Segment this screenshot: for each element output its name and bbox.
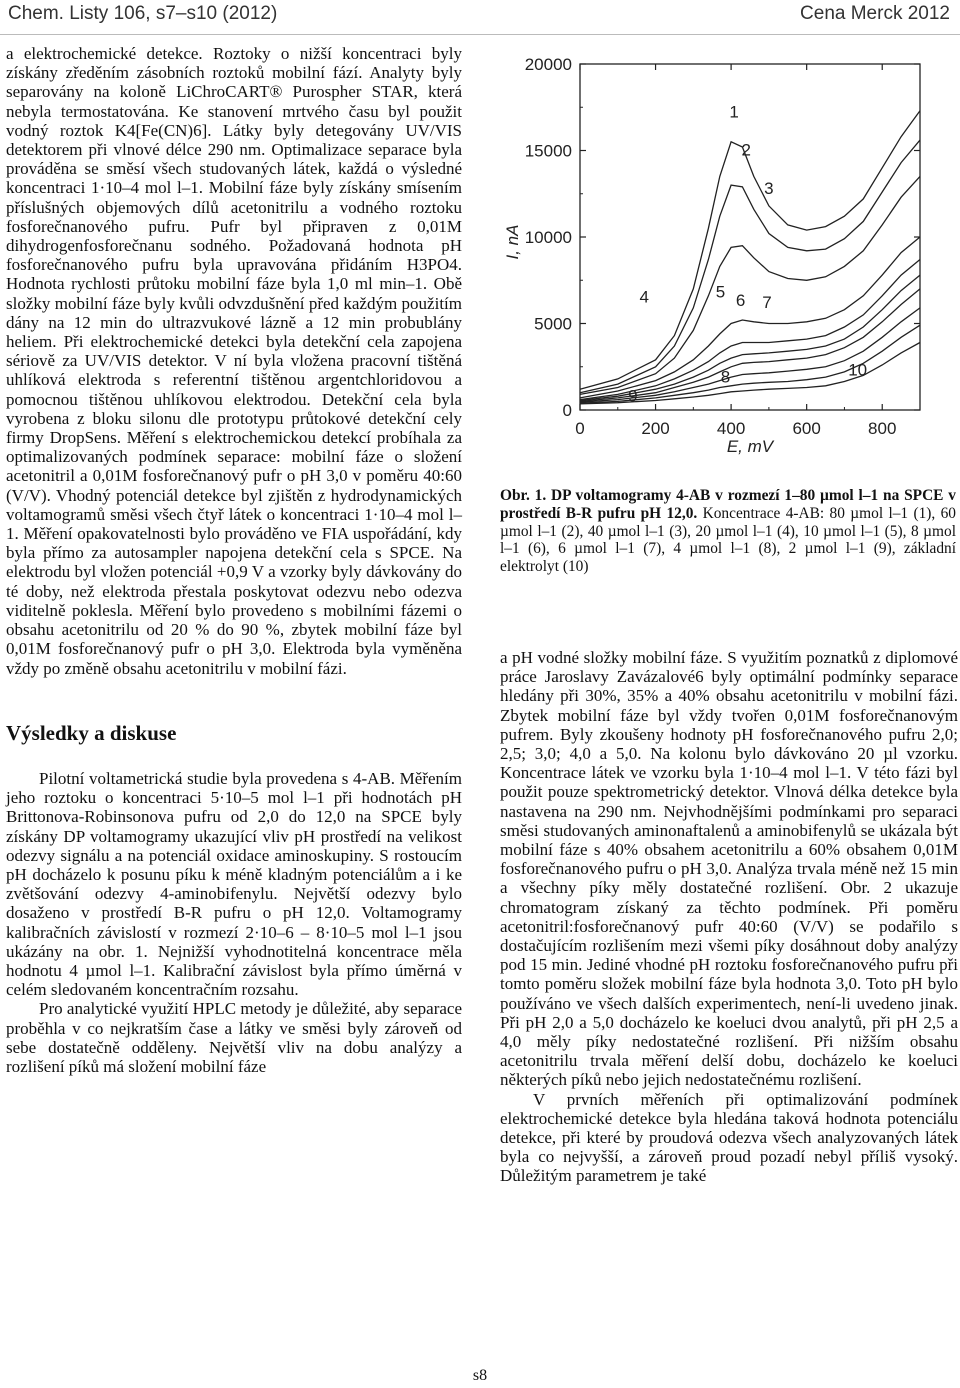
results-paragraph-1: Pilotní voltametrická studie byla provedena s 4-AB. Měřením jeho roztoku o koncentraci 5·10–5 mol l–1 při hodnotách pH Brittonova-Robinsonova pufru od 2,0 do 12,0 na SPCE byly získány DP voltamogramy ukazující vliv pH prostředí na velikost odezvy signálu a na potenciál oxidace aminoskupiny. S rostoucím pH docházelo k posunu píku k méně kladným potenciálům a i ke zvětšování odezvy 4-aminobifenylu. Největší odezvy bylo dosaženo v prostředí B-R pufru o pH 12,0. Voltamogramy kalibračních závislostí v rozmezí 2·10–6 – 8·10–5 mol l–1 jsou ukázány na obr. 1. Nejnižší vyhodnotitelná koncentrace měla hodnotu 4 µmol l–1. Kalibrační závislost byla přímo úměrná v celém sledovaném koncentračním rozsahu. bbox=[6, 768, 462, 1000]
section-heading: Výsledky a diskuse bbox=[6, 720, 177, 745]
x-axis-label: E, mV bbox=[726, 437, 774, 456]
curve-label: 10 bbox=[848, 360, 868, 380]
curve-label: 3 bbox=[764, 178, 774, 198]
curve-label: 5 bbox=[715, 282, 726, 302]
y-tick-label: 0 bbox=[562, 401, 572, 420]
x-tick-label: 600 bbox=[792, 419, 821, 438]
right-paragraph-2: V prvních měřeních při optimalizování podmínek elektrochemické detekce byla hledána taková hodnota potenciálu detekce, při které by proudová odezva všech analyzovaných látek byla co nejvyšší, a zároveň proud pozadí nebyl příliš vysoký. Důležitým parametrem je také bbox=[500, 1089, 958, 1186]
x-tick-label: 200 bbox=[641, 419, 670, 438]
y-tick-label: 5000 bbox=[534, 314, 572, 334]
voltammogram-curve-2 bbox=[580, 140, 920, 393]
left-column bbox=[6, 44, 462, 1076]
page-header bbox=[0, 0, 960, 35]
page-number: s8 bbox=[472, 1367, 488, 1384]
y-tick-label: 10000 bbox=[524, 228, 572, 247]
figure-caption bbox=[500, 487, 956, 576]
curve-label: 7 bbox=[762, 292, 772, 312]
voltammogram-chart bbox=[500, 52, 956, 472]
voltammogram-curve-6 bbox=[580, 275, 920, 400]
y-axis-label: I, nA bbox=[503, 224, 522, 260]
plot-frame bbox=[580, 64, 920, 410]
y-tick-label: 15000 bbox=[524, 141, 572, 161]
journal-citation: Chem. Listy 106, s7–s10 (2012) bbox=[8, 3, 278, 24]
results-paragraph-2: Pro analytické využití HPLC metody je důležité, aby separace proběhla v co nejkratším čase a látky ve směsi byly zároveň od sebe dostatečně odděleny. Největší vliv na dobu analýzy a rozlišení píků má složení mobilní fáze bbox=[6, 999, 462, 1076]
voltammogram-curve-7 bbox=[580, 289, 920, 402]
right-column bbox=[500, 648, 958, 1186]
methods-paragraph: a elektrochemické detekce. Roztoky o nižší koncentraci byly získány zředěním zásobních roztoků mobilní fází. Analyty byly separovány na koloně LiChroCART® Purospher STAR, která nebyla termostatována. Ke stanovení mrtvého času byl použit vodný roztok K4[Fe(CN)6]. Látky byly detegovány UV/VIS detektorem při vlnové délce 290 nm. Optimalizace separace byla prováděna se směsí všech studovaných látek, každá o výsledné koncentraci 1·10–4 mol l–1. Mobilní fáze byly získány smísením příslušných objemových dílů acetonitrilu a vodného roztoku fosforečnanového pufru. Pufr byl připraven z 0,01M dihydrogenfosforečnanu sodného. Požadovaná hodnota pH fosforečnanového pufru byla upravována přidáním H3PO4. Hodnota rychlosti průtoku mobilní fáze byla 1,0 ml min–1. Obě složky mobilní fáze byly kvůli odvzdušnění před každým použitím dány na 12 min do ultrazvukové lázně a 12 min probublány heliem. Při elektrochemické detekci byla detekční cela zapojena sériově za UV/VIS detektor. V ní byla vložena pracovní tištěná uhlíková elektroda s referentní tištěnou argentchloridovou a pomocnou tištěnou uhlíkovou elektrodou. Detekční cela byla vyrobena z bloku silonu dle prototypu průtokové detekční cely firmy DropSens. Měření s elektrochemickou detekcí probíhala za optimalizovaných podmínek separace: mobilní fáze o složení acetonitril a 0,01M fosforečnanový pufr o pH 3,0 v poměru 40:60 (V/V). Vhodný potenciál detekce byl zjištěn z hydrodynamických voltamogramů směsi všech čtyř látek o koncentraci 1·10–4 mol l–1. Měření opakovatelnosti bylo prováděno ve FIA uspořádání, kdy byla přímo za autosampler napojena detekční cela s SPCE. Na elektrodu byl vložen potenciál +0,9 V a vzorky byly dávkovány do té doby, než elektroda přestala poskytovat odezvu nebo odezva viditelně poklesla. Měření bylo provedeno s mobilními fázemi o obsahu acetonitrilu od 20 % do 90 %, zbytek mobilní fáze byl 0,01M fosforečnanový pufr o pH 3,0. Elektroda byla vyměněna vždy po změně obsahu acetonitrilu v mobilní fázi. bbox=[6, 44, 462, 678]
caption-label: Obr. 1. DP voltamogramy 4-AB v rozmezí 1–80 µmol l–1 na SPCE v prostředí B-R pufru pH 12,0. bbox=[500, 487, 956, 522]
curve-label: 2 bbox=[741, 140, 751, 160]
curve-label: 1 bbox=[729, 102, 739, 122]
event-title: Cena Merck 2012 bbox=[800, 3, 950, 24]
voltammogram-curve-3 bbox=[580, 176, 920, 394]
caption-text: Koncentrace 4-AB: 80 µmol l–1 (1), 60 µmol l–1 (2), 40 µmol l–1 (3), 20 µmol l–1 (4), 10 µmol l–1 (5), 8 µmol l–1 (6), 6 µmol l–1 (7), 4 µmol l–1 (8), 2 µmol l–1 (9), základní elektrolyt (10) bbox=[500, 504, 956, 576]
curve-label: 9 bbox=[628, 386, 638, 406]
voltammogram-figure bbox=[500, 52, 956, 472]
curve-label: 6 bbox=[735, 291, 746, 311]
x-tick-label: 0 bbox=[575, 419, 585, 438]
y-tick-label: 20000 bbox=[524, 55, 572, 74]
curve-label: 4 bbox=[639, 287, 649, 307]
x-tick-label: 400 bbox=[716, 419, 746, 438]
curve-label: 8 bbox=[720, 367, 731, 387]
x-tick-label: 800 bbox=[868, 419, 897, 438]
right-paragraph-1: a pH vodné složky mobilní fáze. S využitím poznatků z diplomové práce Jaroslavy Zavázalové6 byly optimální podmínky separace hledány při 30%, 35% a 40% obsahu acetonitrilu v mobilní fázi. Zbytek mobilní fáze byl vždy tvořen 0,01M fosforečnanovým pufrem. Byly zkoušeny hodnoty pH fosforečnanového pufru 2,0; 2,5; 3,0; 4,0 a 5,0. Na kolonu bylo dávkováno 20 µl vzorku. Koncentrace látek ve vzorku byla 1·10–4 mol l–1. V této fázi byl použit pouze spektrometrický detektor. Vlnová délka detekce byla nastavena na 290 nm. Nejvhodnějšími podmínkami pro separaci směsi studovaných aminonaftalenů a aminobifenylů se ukázala být mobilní fáze s 40% obsahem acetonitrilu a 60% obsahem 0,01M fosforečnanového pufru o pH 3,0. Analýza trvala méně než 15 min a všechny píky měly dostatečné rozlišení. Obr. 2 ukazuje chromatogram získaný za těchto podmínek. Při poměru acetonitril:fosforečnanový pufr 40:60 (V/V) se podařilo s dostačujícím rozlišením mezi všemi píky dosáhnout doby analýzy pod 15 min. Jediné vhodné pH roztoku fosforečnanového pufru při tomto poměru složek mobilní fáze byla hodnota 3,0. Toto pH bylo používáno ve všech dalších experimentech, není-li uvedeno jinak. Při pH 2,0 a 5,0 docházelo ke koeluci dvou analytů, při pH 2,5 a 4,0 měly píky nedostatečné rozlišení. Při nižším obsahu acetonitrilu trvala měření delší dobu, docházelo ke koeluci některých píků nebo jejich nedostatečnému rozlišení. bbox=[500, 648, 958, 1090]
